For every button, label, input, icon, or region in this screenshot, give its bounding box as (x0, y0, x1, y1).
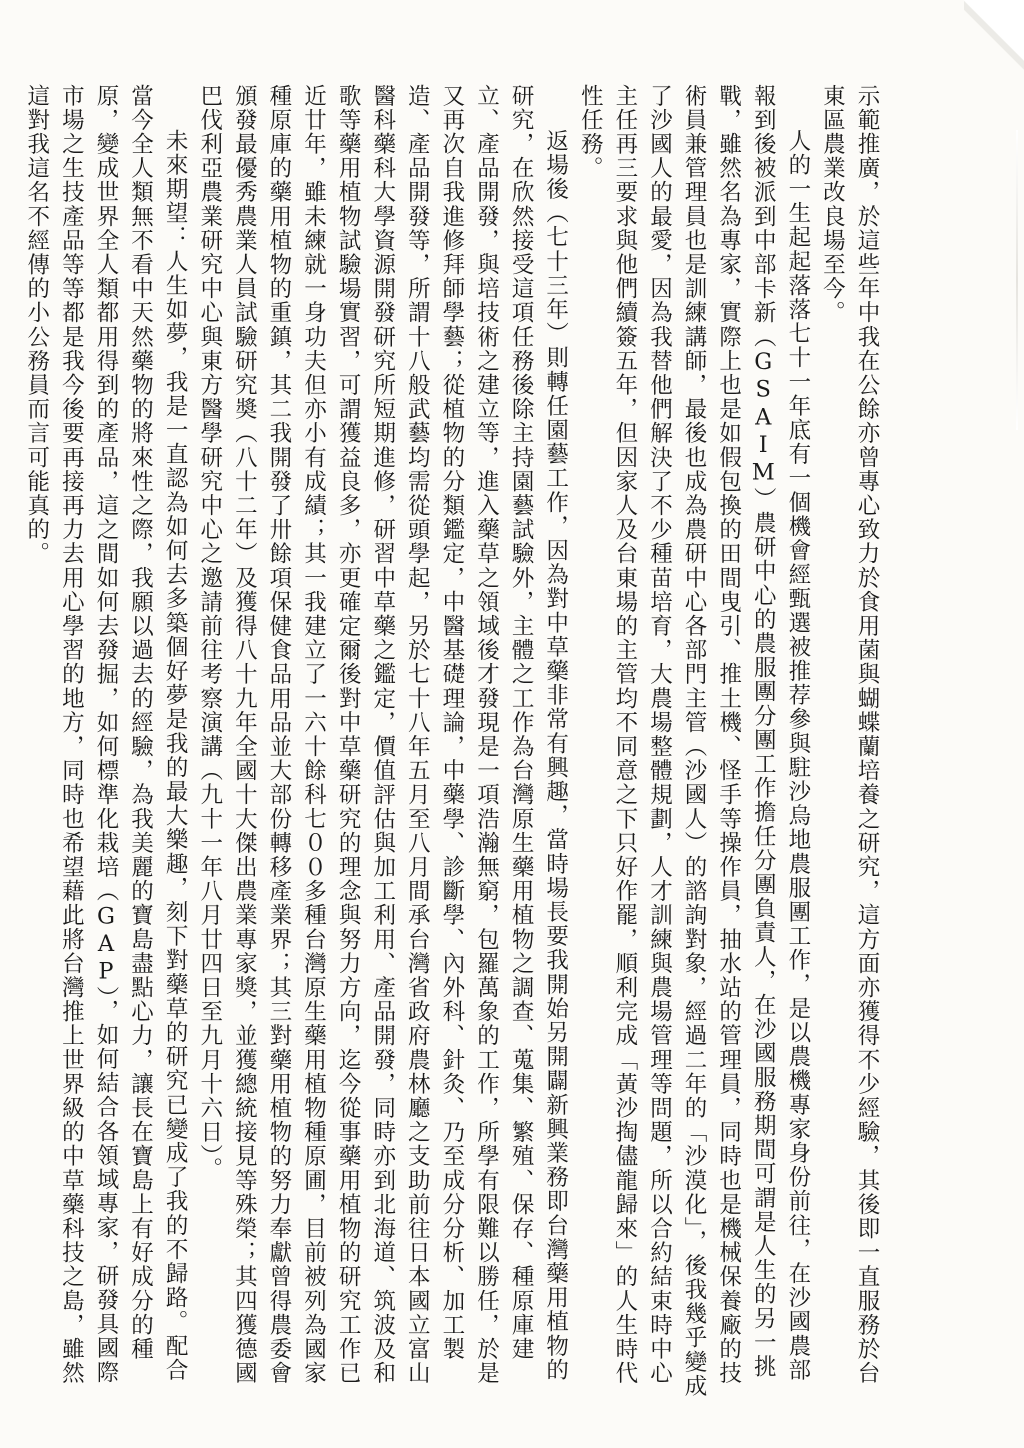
paragraph-4: 未來期望：人生如夢，我是一直認為如何去多築個好夢是我的最大樂趣，刻下對藥草的研究已變成了我的不歸路。配合當今全人類無不看中天然藥物的將來性之際，我願以過去的經驗，為我美麗的寶島盡點心力，讓長在寶島上有好成分的種原，變成世界全人類都用得到的產品，這之間如何去發掘，如何標準化栽培（GAP），如何結合各領域專家，研發具國際市場之生技產品等等都是我今後要再接再力去用心學習的地方，同時也希望藉此將台灣推上世界級的中草藥科技之島，雖然這對我這名不經傳的小公務員而言可能真的。 (23, 84, 189, 1386)
paragraph-2: 人的一生起起落落七十一年底有一個機會經甄選被推荐參與駐沙烏地農服團工作，是以農機專家身份前往，在沙國農部報到後被派到中部卡新（GSAIM）農研中心的農服團分團工作擔任分團負責人，在沙國服務期間可謂是人生的另一挑戰，雖然名為專家，實際上也是如假包換的田間曳引、推土機、怪手等操作員，抽水站的管理員，同時也是機械保養廠的技術員兼管理員也是訓練講師，最後也成為農研中心各部門主管（沙國人）的諮詢對象，經過二年的「沙漠化」，後我幾乎變成了沙國人的最愛，因為我替他們解決了不少種苗培育，大農場整體規劃，人才訓練與農場管理等問題，所以合約結束時中心主任再三要求與他們續簽五年，但因家人及台東場的主管均不同意之下只好作罷，順利完成「黃沙掏儘龍歸來」的人生時代性任務。 (577, 84, 811, 1399)
paper-edge-mark (1016, 130, 1018, 430)
paragraph-3: 返場後（七十三年）則轉任園藝工作，因為對中草藥非常有興趣，當時場長要我開始另開闢新興業務即台灣藥用植物的研究，在欣然接受這項任務後除主持園藝試驗外，主體之工作為台灣原生藥用植物之調查、蒐集、繁殖、保存、種原庫建立、產品開發，與培技術之建立等，進入藥草之領域後才發現是一項浩瀚無窮，包羅萬象的工作，所學有限難以勝任，於是又再次自我進修拜師學藝；從植物的分類鑑定，中醫基礎理論，中藥學、診斷學、內外科、針灸、乃至成分分析、加工製造、產品開發等，所謂十八般武藝均需從頭學起，另於七十八年五月至八月間承台灣省政府農林廳之支助前往日本國立富山醫科藥科大學資源開發研究所短期進修，研習中草藥之鑑定，價值評估與加工利用、產品開發，同時亦到北海道、筑波及和歌等藥用植物試驗場實習，可謂獲益良多，亦更確定爾後對中草藥研究的理念與努力方向，迄今從事藥用植物的研究工作已近廿年，雖未練就一身功夫但亦小有成績；其一我建立了一六十餘科七００多種台灣原生藥用植物種原圃，目前被列為國家種原庫的藥用植物的重鎮，其二我開發了卅餘項保健食品用品並大部份轉移產業界；其三對藥用植物的努力奉獻曾得農委會頒發最優秀農業人員試驗研究奬（八十二年）及獲得八十九年全國十大傑出農業專家獎，並獲總統接見等殊榮；其四獲德國巴伐利亞農業研究中心與東方醫學研究中心之邀請前往考察演講（九十一年八月廿四日至九月十六日）。 (196, 84, 569, 1386)
folded-corner (964, 0, 1024, 90)
paragraph-1: 示範推廣，於這些年中我在公餘亦曾專心致力於食用菌與蝴蝶蘭培養之研究，這方面亦獲得不少經驗，其後即一直服務於台東區農業改良場至今。 (819, 84, 880, 1386)
vertical-text-body (23, 84, 884, 1404)
